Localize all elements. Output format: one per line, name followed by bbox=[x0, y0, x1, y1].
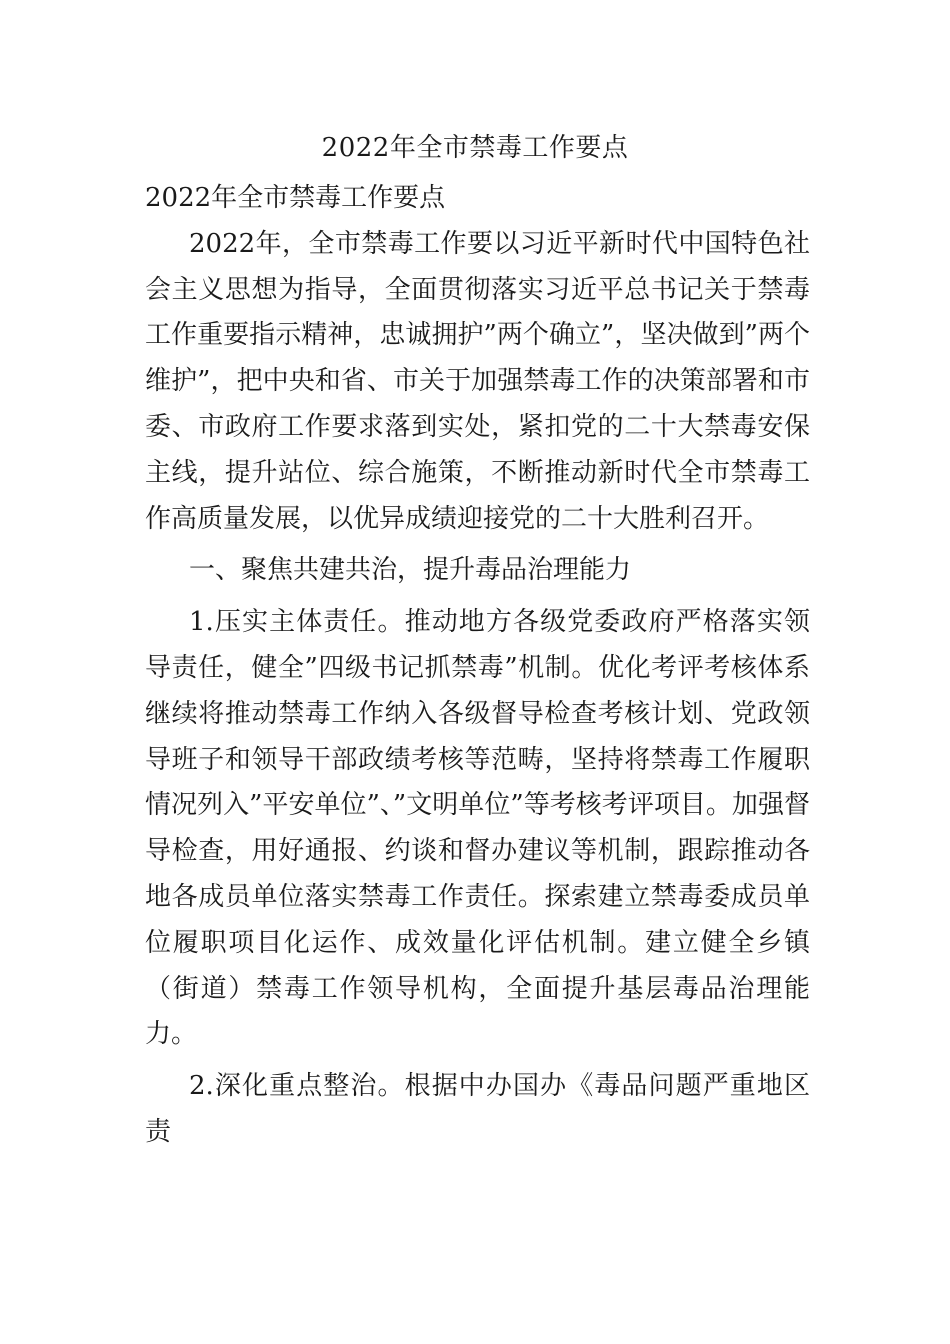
section-heading-1: 一、聚焦共建共治，提升毒品治理能力 bbox=[189, 555, 632, 586]
paragraph-item-2: 2.深化重点整治。根据中办国办《毒品问题严重地区责 bbox=[145, 1071, 810, 1147]
document-subtitle: 2022年全市禁毒工作要点 bbox=[145, 183, 446, 213]
document-body bbox=[145, 176, 810, 1156]
paragraph-intro: 2022年，全市禁毒工作要以习近平新时代中国特色社会主义思想为指导，全面贯彻落实习近平总书记关于禁毒工作重要指示精神，忠诚拥护”两个确立”，坚决做到”两个维护”，把中央和省、市关于加强禁毒工作的决策部署和市委、市政府工作要求落到实处，紧扣党的二十大禁毒安保主线，提升站位、综合施策，不断推动新时代全市禁毒工作高质量发展，以优异成绩迎接党的二十大胜利召开。 bbox=[145, 228, 810, 534]
paragraph-item-1: 1.压实主体责任。推动地方各级党委政府严格落实领导责任，健全”四级书记抓禁毒”机制。优化考评考核体系继续将推动禁毒工作纳入各级督导检查考核计划、党政领导班子和领导干部政绩考核等范畴，坚持将禁毒工作履职情况列入”平安单位”、”文明单位”等考核考评项目。加强督导检查，用好通报、约谈和督办建议等机制，跟踪推动各地各成员单位落实禁毒工作责任。探索建立禁毒委成员单位履职项目化运作、成效量化评估机制。建立健全乡镇（街道）禁毒工作领导机构，全面提升基层毒品治理能力。 bbox=[145, 607, 810, 1050]
document-title: 2022年全市禁毒工作要点 bbox=[321, 133, 629, 163]
